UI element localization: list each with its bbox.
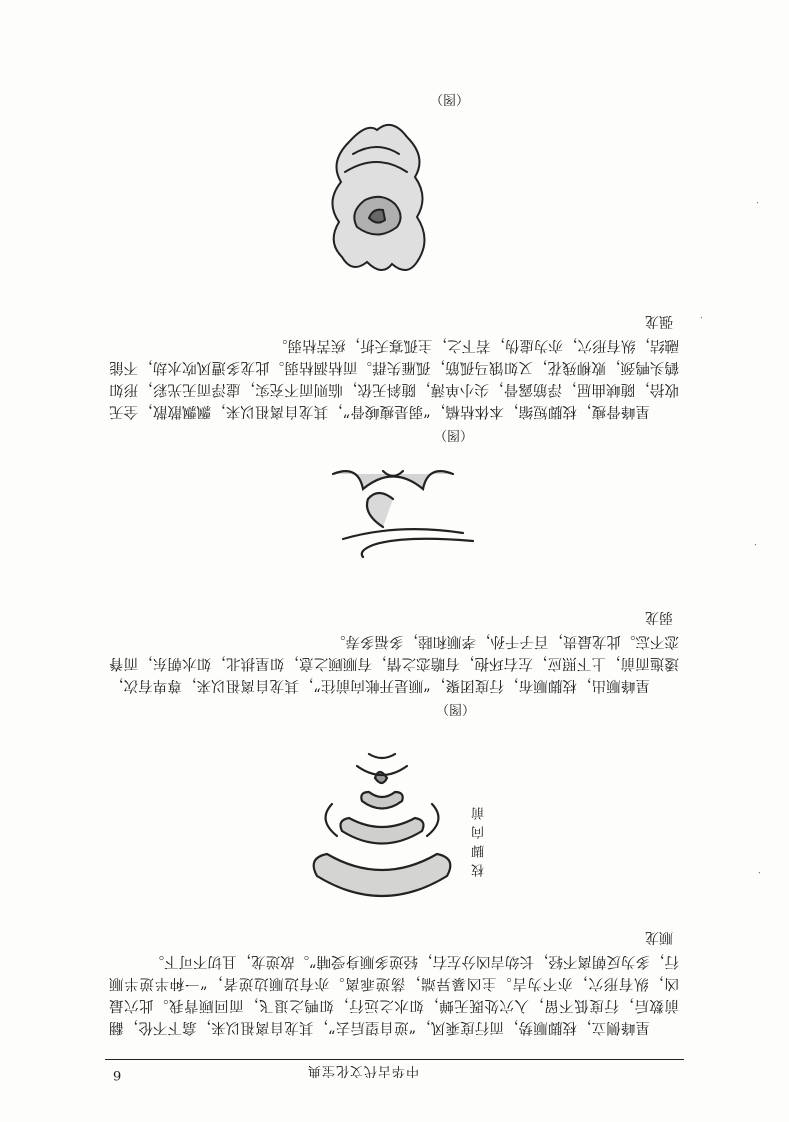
- dragon-vein-figure-3: [317, 102, 437, 282]
- dragon-vein-figure-2: [303, 459, 483, 559]
- section-caption: 强龙: [645, 313, 673, 329]
- section-caption: 弱龙: [645, 609, 673, 625]
- section-ruo: [109, 606, 679, 696]
- figure-label: （图）: [435, 701, 475, 716]
- running-header: [105, 1059, 684, 1086]
- figure-side-label: 枝脚向前: [472, 801, 487, 877]
- section-shun: [109, 926, 679, 1038]
- dragon-vein-figure-1: [297, 736, 467, 916]
- figure-label: （图）: [433, 427, 473, 442]
- figure-label: （图）: [429, 91, 469, 106]
- scan-mark: ·: [753, 538, 757, 549]
- scan-mark: ·: [699, 311, 703, 322]
- section-jiang: [109, 310, 679, 422]
- page-number: 6: [113, 1067, 122, 1082]
- paragraph: 星峰顺出，枝脚顺布，行度团聚，“顺是开帐向前往”，其龙自离祖以来，尊卑有次，逶迤而前，上下照应，左右环抱，有瞻恋之情，有顺顾之意，如星拱北，如水朝东，而脊恋不忘。此龙最贵，百子千孙，孝顺和睦，多福多寿。: [109, 633, 679, 693]
- book-title: 中华古代文化宝典: [306, 1063, 419, 1078]
- scan-mark: ·: [757, 866, 761, 877]
- paragraph: 星峰侧立，枝脚顺势，而行度乘风，“逆自望后去”，其龙自离祖以来，翕下不伦，翻前数后，行度低不留，入穴处既无蝉，如水之远行，如鸭之退飞，而回顾背我。此穴最凶，纵有形穴，亦不为吉。主凶暴异端，荡逆乖离。亦有边顺边逆者，“一种半逆半顺行，多为反朝离不轻，长幼吉凶分左右，轻逆多顺身受哺”。故逆龙，且切不可下。: [109, 953, 679, 1035]
- section-caption: 顺龙: [645, 929, 673, 945]
- scan-mark: ·: [755, 196, 759, 207]
- paragraph: 星峰骨瘦，枝脚短缩，本体枯槁，“弱是瘦峻骨”，其龙自离祖以来，飘飘散散，全无收拾，随峡曲屈，浮筋露骨，尖小单薄，随斜无依，临则而不充实，虚浮而无光彩，形如鹤头鸭颈，败柳残花，又如饿马孤筋，孤雁失群。而枯涸枯弱。此龙多遭风吹水劫，不能融结，纵有形穴，亦为虚伪，若下之，主孤寡夭折，疾苦枯弱。: [109, 337, 679, 419]
